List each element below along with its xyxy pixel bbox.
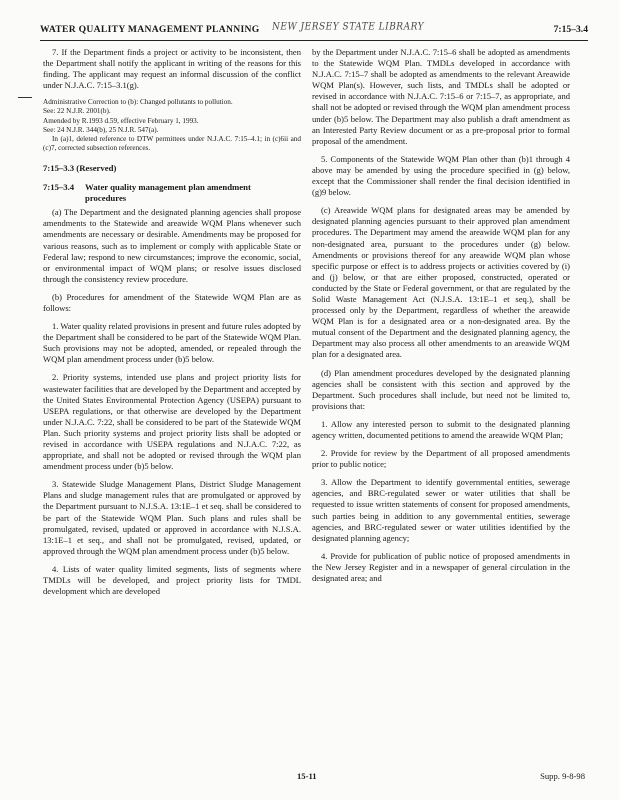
paragraph-d1: 1. Allow any interested person to submit to the designated planning agency written, documented petitions to amend the areawide WQM Plan; bbox=[312, 418, 570, 440]
paragraph-b4-continued: by the Department under N.J.A.C. 7:15–6 shall be adopted as amendments to the Statewide WQM Plan. TMDLs developed in accordance with N.J.A.C. 7:15–7 shall be adopted as amendments to the relevant Areawide WQM Plan(s). However, such lists, and TMDLs shall be adopted or revised in accordance with N.J.A.C. 7:15–6 or 7:15–7, as appropriate, and shall not be adopted or revised through the WQM plan amendment process under (b)5 below. The Department may also publish a draft amendment as an Interested Party Review document or as a pre-proposal prior to formal proposal of the amendment. bbox=[312, 47, 570, 146]
left-column bbox=[43, 47, 301, 604]
paragraph-d2: 2. Provide for review by the Department of all proposed amendments prior to public notice; bbox=[312, 448, 570, 470]
history-line: In (a)1, deleted reference to DTW permittees under N.J.A.C. 7:15–4.1; in (c)6ii and (c)7, corrected subsection references. bbox=[43, 134, 301, 152]
section-heading-3-4 bbox=[43, 182, 301, 204]
paragraph-d: (d) Plan amendment procedures developed by the designated planning agencies shall be consistent with this section and approved by the Department. Such procedures shall include, but need not be limited to, provisions that: bbox=[312, 367, 570, 411]
history-line: Administrative Correction to (b): Changed pollutants to pollution. bbox=[43, 98, 233, 107]
history-line: See: 22 N.J.R. 2001(b). bbox=[43, 107, 111, 116]
paragraph-d3: 3. Allow the Department to identify governmental entities, sewerage agencies, and BRC-regulated sewer or water utilities that shall be requested to issue written statements of consent for proposed amendments, such parties being in addition to any governmental entities, sewerage agencies, and BRC-regulated sewer or water utilities identified by the designated planning agency; bbox=[312, 477, 570, 543]
paragraph-7: 7. If the Department finds a project or activity to be inconsistent, then the Department shall notify the applicant in writing of the reasons for this finding. The applicant may request an informal discussion of the conflict under N.J.A.C. 7:15–3.1(g). bbox=[43, 47, 301, 91]
paragraph-b: (b) Procedures for amendment of the Statewide WQM Plan are as follows: bbox=[43, 291, 301, 313]
paragraph-b5: 5. Components of the Statewide WQM Plan other than (b)1 through 4 above may be amended by using the procedure specified in (g) below, except that the Commissioner shall render the final decision identified in (g)9 below. bbox=[312, 153, 570, 198]
paragraph-b3: 3. Statewide Sludge Management Plans, District Sludge Management Plans and sludge management rules that are promulgated or approved by the Department pursuant to N.J.S.A. 13:1E–1 et seq. shall be considered to be part of the Statewide WQM Plan. Such plans and rules shall be promulgated, revised, updated or approved in accordance with N.J.S.A. 13:1E–1 et seq., and shall not be promulgated, revised, updated, or approved through the WQM plan amendment process under (b)5 below. bbox=[43, 479, 301, 556]
header-rule bbox=[40, 40, 588, 41]
history-line: See: 24 N.J.R. 344(b), 25 N.J.R. 547(a). bbox=[43, 125, 159, 134]
paragraph-c: (c) Areawide WQM plans for designated areas may be amended by designated planning agencies pursuant to their approved plan amendment procedures. The Department may amend the areawide WQM plan for any non-designated area, pursuant to the procedures under (g) below. Amendments or provisions thereof for any areawide WQM plan whose specific purpose or effect is to address projects or activities covered by (i) and (j) below, or that are either proposed, constructed, operated or conducted by the State or Federal government, or that are regulated by the Solid Waste Management Act (N.J.S.A. 13:1E–1 et seq.), shall be processed only by the Department, regardless of whether the areawide WQM Plan is for a designated area or a non-designated area. By the mutual consent of the Department and the designated planning agency, the Department may also process all other amendments to an areawide WQM plan for a designated area. bbox=[312, 205, 570, 360]
history-line: Amended by R.1993 d.59, effective February 1, 1993. bbox=[43, 116, 199, 125]
paragraph-b2: 2. Priority systems, intended use plans and project priority lists for wastewater facilities that are developed by the Department and accepted by the United States Environmental Protection Agency (USEPA) pursuant to USEPA regulations, or that otherwise are developed by the Department under N.J.A.C. 7:22, shall be considered to be part of the Statewide WQM Plan. Such priority systems and project priority lists shall be adopted or revised in accordance with USEPA regulations and N.J.A.C. 7:22, as appropriate, and shall not be adopted or revised through the WQM plan amendment process under (b)5 below. bbox=[43, 372, 301, 472]
section-heading-title: Water quality management plan amendment bbox=[85, 182, 251, 193]
page-number: 15-11 bbox=[297, 771, 317, 781]
paragraph-b4: 4. Lists of water quality limited segments, lists of segments where TMDLs will be developed, and project priority lists for TMDL development which are developed bbox=[43, 563, 301, 597]
history-note bbox=[43, 98, 301, 153]
margin-mark bbox=[18, 97, 32, 98]
page-header bbox=[40, 22, 588, 38]
right-column bbox=[312, 47, 570, 591]
section-number: 7:15–3.4 bbox=[553, 24, 588, 35]
paragraph-b1: 1. Water quality related provisions in present and future rules adopted by the Department shall be considered to be part of the Statewide WQM Plan. Such provisions may not be adopted, amended, or repealed through the WQM plan amendment process under (b)5 below. bbox=[43, 321, 301, 365]
section-heading-title-cont: procedures bbox=[85, 193, 127, 204]
paragraph-a: (a) The Department and the designated planning agencies shall propose amendments to the Statewide and areawide WQM Plans whenever such amendments are necessary or desirable. Amendments may be proposed for various reasons, such as to implement or comply with applicable State or Federal law; respond to new circumstances; improve the economic, social, or environmental impact of WQM plans; or resolve issues disclosed through the consistency review procedure. bbox=[43, 207, 301, 284]
paragraph-d4: 4. Provide for publication of public notice of proposed amendments in the New Jersey Register and in a newspaper of general circulation in the designated area; and bbox=[312, 550, 570, 584]
supplement-date: Supp. 9-8-98 bbox=[540, 771, 585, 781]
section-heading-number: 7:15–3.4 bbox=[43, 182, 75, 193]
running-title: WATER QUALITY MANAGEMENT PLANNING bbox=[40, 24, 260, 35]
section-heading-3-3: 7:15–3.3 (Reserved) bbox=[43, 162, 117, 173]
library-stamp: NEW JERSEY STATE LIBRARY bbox=[272, 21, 425, 33]
